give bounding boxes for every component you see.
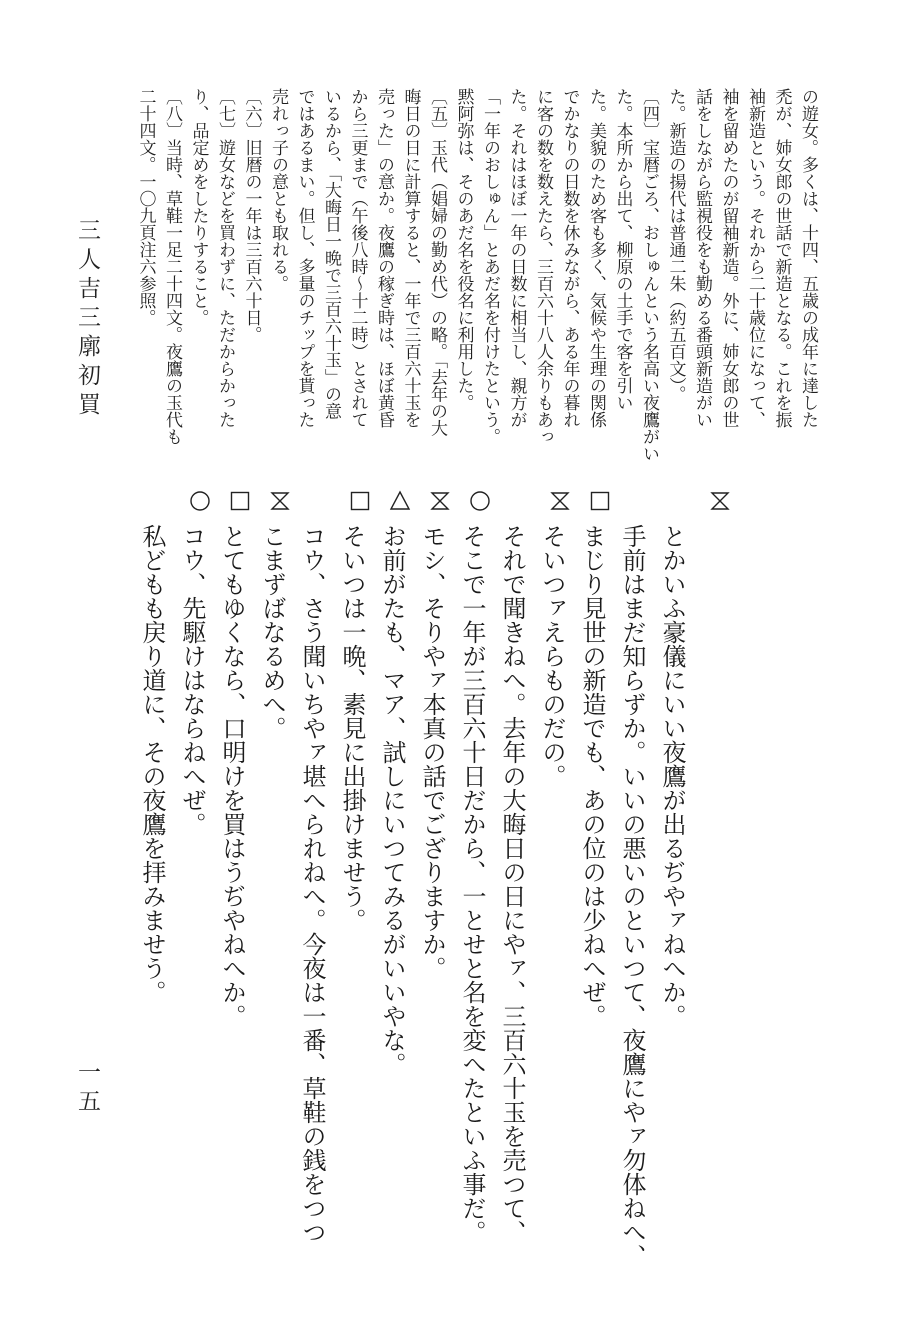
dialogue-line: とかいふ豪儀にいい夜鷹が出るぢやァねへか。 [658,524,686,1028]
footnote-line: 〔五〕玉代（娼婦の勤め代）の略。「去年の大 [427,88,447,437]
footnote-line: から三更まで（午後八時〜十二時）とされて [347,88,368,428]
speaker-mark-square-icon [580,484,620,518]
footnote-line: 晦日の日に計算すると、一年で三百六十玉を [400,88,421,428]
page-number: 一五 [74,1060,100,1118]
dialogue-line: モシ、そりやァ本真の話でござりますか。 [418,524,446,980]
speaker-mark-square-icon [220,484,260,518]
dialogue-line: お前がたも、マア、試しにいつてみるがいいやな。 [378,524,406,1076]
dialogue-line: そこで一年が三百六十日だから、一とせと名を変へたといふ事だ。 [458,524,486,1244]
footnote-line: 〔四〕宝暦ごろ、おしゅんという名高い夜鷹がい [639,88,659,462]
footnote-line: 袖を留めたのが留袖新造。外に、姉女郎の世 [718,88,739,428]
speaker-mark-triangle-icon [380,484,420,518]
speaker-mark-hourglass-icon [260,484,300,518]
dialogue-line: 私どもも戻り道に、その夜鷹を拝みませう。 [138,524,166,1004]
footnote-line: た。新造の揚代は普通二朱（約五百文）。 [665,88,686,403]
footnote-line: に客の数を数えたら、三百六十八人余りもあっ [533,88,553,445]
running-title: 三人吉三廓初買 [74,218,100,421]
footnote-line: 〔七〕遊女などを買わずに、ただからかった [215,88,235,428]
footnote-line: 禿が、姉女郎の世話で新造となる。これを振 [771,88,792,428]
footnote-line: 売れっ子の意とも取れる。 [268,88,288,292]
footnote-line: 「一年のおしゅん」とあだ名を付けたという。 [480,88,500,445]
footnote-line: た。美貌のため客も多く、気候や生理の関係 [586,88,606,428]
dialogue-line: そいつァえらものだの。 [538,524,566,788]
footnotes [132,88,818,468]
speaker-mark-hourglass-icon [700,484,740,518]
footnote-line: でかなりの日数を休みながら、ある年の暮れ [559,88,580,428]
dialogue-line: それで聞きねへ。去年の大晦日の日にやァ、三百六十玉を売つて、 [498,524,526,1244]
dialogue-block [132,524,740,1268]
dialogue-line: とてもゆくなら、口明けを買はうぢやねへか。 [218,524,246,1028]
dialogue-text [132,524,692,1268]
footnote-line: いるから、「大晦日一晩で三百六十玉」の意 [321,88,341,420]
footnote-line: た。それはほぼ一年の日数に相当し、親方が [506,88,527,428]
dialogue-line: そいつは一晩、素見に出掛けませう。 [338,524,366,932]
footnote-line: の遊女。多くは、十四、五歳の成年に達した [798,88,818,428]
footnote-line: 黙阿弥は、そのあだ名を役名に利用した。 [453,88,474,411]
dialogue-line: 手前はまだ知らずか。いいの悪いのといつて、夜鷹にやァ勿体ねへ、 [618,524,646,1268]
footnote-line: た。本所から出て、柳原の土手で客を引い [612,88,633,411]
speaker-mark-square-icon [340,484,380,518]
speaker-mark-circle-icon [180,484,220,518]
footnote-line: 二十四文。一〇九頁注六参照。 [135,88,156,326]
dialogue-line: コウ、さう聞いちやァ堪へられねへ。今夜は一番、草鞋の銭をつつ [298,524,326,1244]
dialogue-line: コウ、先駆けはならねへぜ。 [178,524,206,836]
speaker-marks [132,484,740,518]
dialogue-line: こまずばなるめへ。 [258,524,286,740]
speaker-mark-circle-icon [460,484,500,518]
footnote-line: り、品定めをしたりすること。 [188,88,209,326]
speaker-mark-hourglass-icon [540,484,580,518]
footnote-line: 売った」の意か。夜鷹の稼ぎ時は、ほぼ黄昏 [374,88,394,428]
footnotes-text [132,88,821,468]
footnote-line: 袖新造という。それから二十歳位になって、 [745,88,765,428]
dialogue-line: まじり見世の新造でも、あの位のは少ねへぜ。 [578,524,606,1028]
footnote-line: ではあるまい。但し、多量のチップを貰った [294,88,315,428]
footnote-line: 話をしながら監視役をも勤める番頭新造がい [692,88,712,428]
footnote-line: 〔八〕当時、草鞋一足二十四文。夜鷹の玉代も [162,88,182,445]
speaker-mark-hourglass-icon [420,484,460,518]
footnote-line: 〔六〕旧暦の一年は三百六十日。 [241,88,262,343]
